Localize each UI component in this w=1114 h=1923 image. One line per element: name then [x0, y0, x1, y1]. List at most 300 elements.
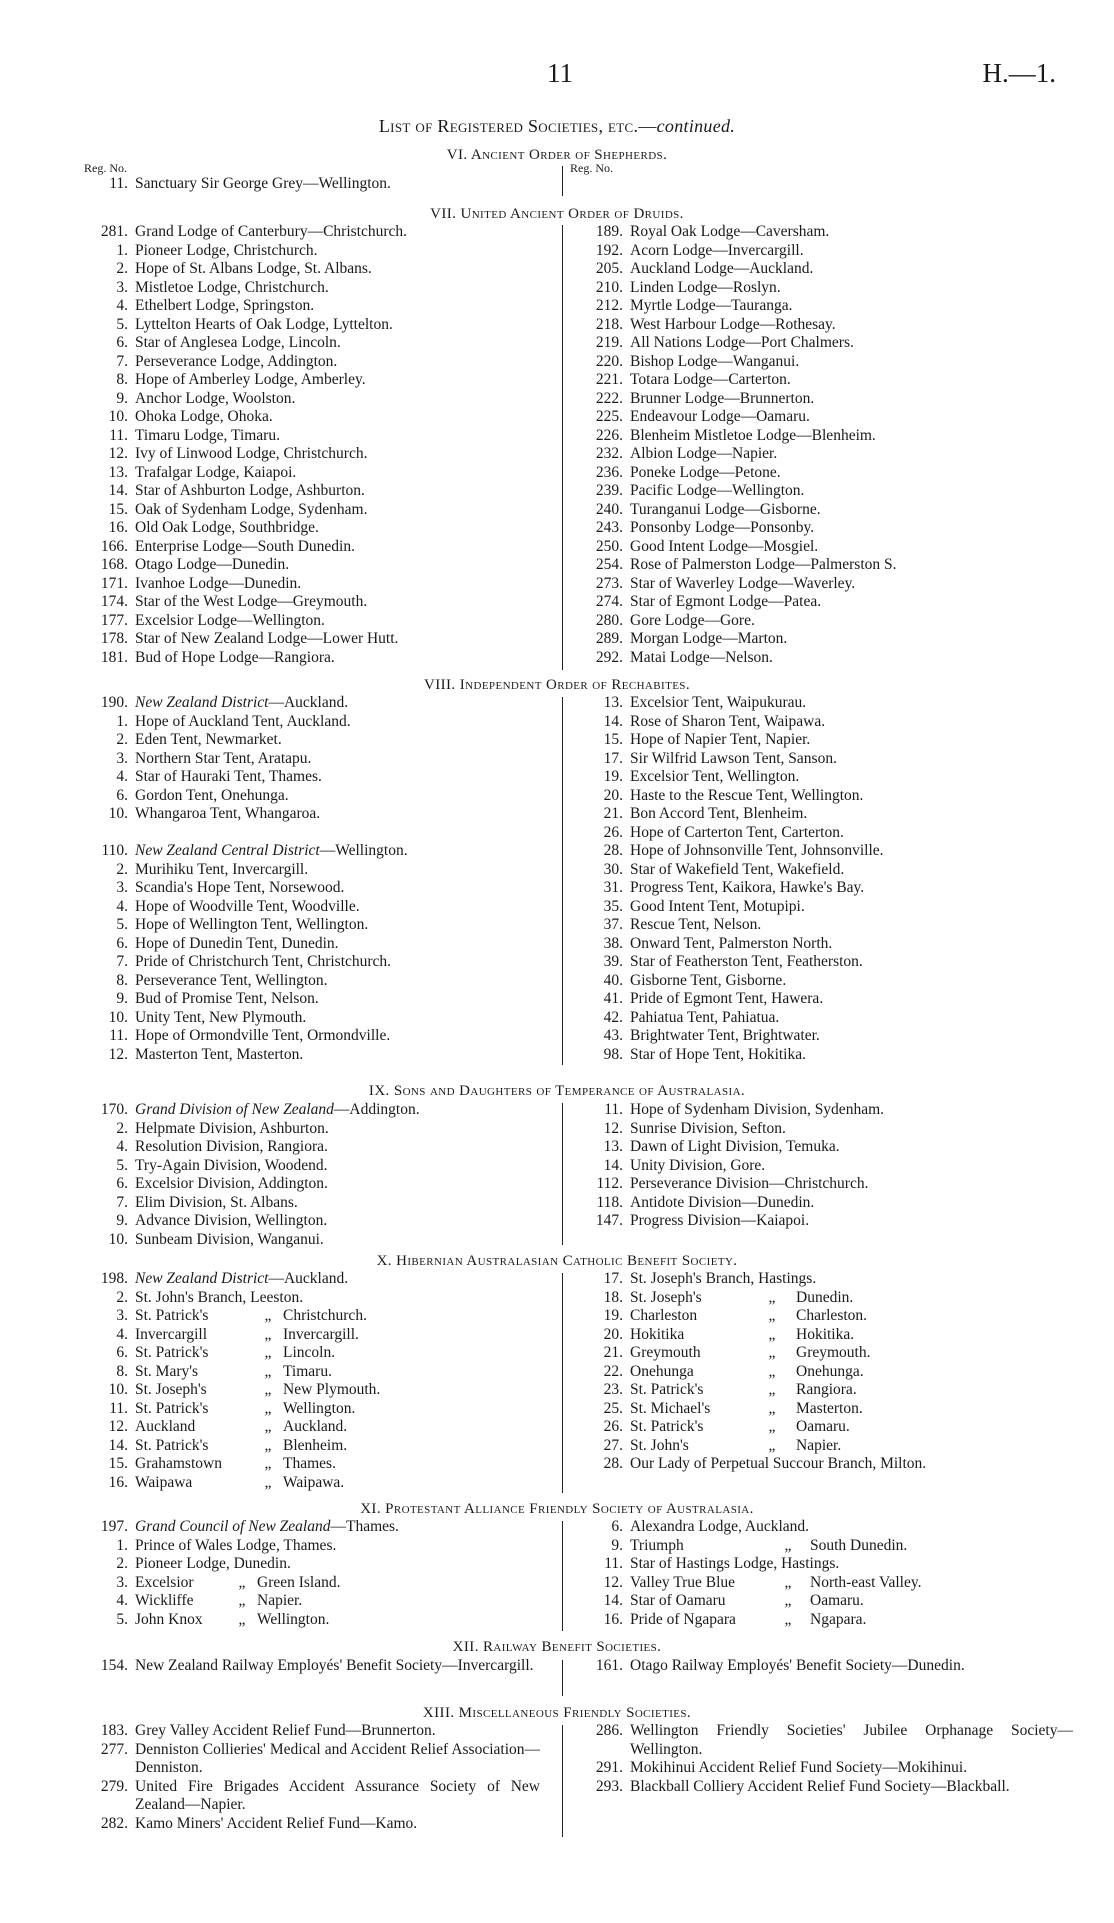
- section-xi-left-list: [78, 1574, 540, 1630]
- reg-number: 14.: [603, 1156, 623, 1174]
- society-name: Star of Wakefield Tent, Wakefield.: [630, 860, 845, 878]
- branch-name: Triumph: [630, 1536, 684, 1554]
- branch-name: St. Patrick's: [135, 1399, 209, 1417]
- society-name: Old Oak Lodge, Southbridge.: [135, 519, 319, 536]
- reg-number: 22.: [603, 1362, 623, 1380]
- reg-number: 14.: [108, 1436, 128, 1454]
- society-name: Mokihinui Accident Relief Fund Society—Mokihinui.: [630, 1759, 968, 1776]
- reg-number: 168.: [100, 556, 128, 573]
- list-item: [573, 223, 1073, 242]
- reg-number: 250.: [595, 537, 623, 555]
- section-heading-xiii: XIII. Miscellaneous Friendly Societies.: [422, 1705, 692, 1721]
- branch-place: Thames.: [283, 1455, 336, 1472]
- society-name: Progress Division—Kaiapoi.: [630, 1212, 810, 1229]
- reg-number: 13.: [603, 1138, 623, 1155]
- society-name: West Harbour Lodge—Rothesay.: [630, 315, 836, 333]
- list-item: [78, 1400, 540, 1419]
- branch-name: Auckland: [135, 1418, 196, 1435]
- branch-name: Grahamstown: [135, 1455, 222, 1472]
- district-place: —Wellington.: [319, 842, 408, 859]
- society-name: Helpmate Division, Ashburton.: [135, 1119, 329, 1137]
- branch-place: Greymouth.: [796, 1344, 871, 1361]
- branch-place: Oamaru.: [810, 1592, 864, 1609]
- society-name: Linden Lodge—Roslyn.: [630, 278, 781, 296]
- section-x-left-list: [78, 1307, 540, 1492]
- district-name: New Zealand Central District: [135, 842, 320, 859]
- reg-number: 178.: [100, 630, 128, 647]
- reg-number: 4.: [116, 1325, 128, 1343]
- reg-number: 7.: [116, 953, 128, 970]
- section-heading-xi: XI. Protestant Alliance Friendly Society of Australasia.: [360, 1501, 754, 1517]
- reg-number: 38.: [603, 934, 623, 952]
- list-item: [78, 1722, 540, 1741]
- society-name: Excelsior Tent, Wellington.: [630, 768, 800, 785]
- list-item: [78, 1592, 540, 1611]
- list-item: [78, 538, 540, 557]
- list-item: [78, 1138, 540, 1157]
- society-name: Our Lady of Perpetual Succour Branch, Milton.: [630, 1455, 927, 1472]
- list-item: [573, 990, 1073, 1009]
- list-item: [78, 805, 540, 824]
- list-item: [573, 297, 1073, 316]
- reg-number: 26.: [603, 1418, 623, 1435]
- society-name: Prince of Wales Lodge, Thames.: [135, 1536, 337, 1554]
- reg-number: 30.: [603, 860, 623, 878]
- division-name: Grand Division of New Zealand: [135, 1101, 334, 1118]
- column-divider: [562, 1725, 563, 1837]
- page-title-continued: continued.: [656, 116, 736, 136]
- reg-number: 14.: [108, 482, 128, 499]
- branch-name: St. Patrick's: [135, 1307, 209, 1324]
- reg-number: 16.: [108, 519, 128, 536]
- list-item: [78, 353, 540, 372]
- list-item: [573, 519, 1073, 538]
- list-item: [78, 935, 540, 954]
- reg-number: 210.: [595, 278, 623, 296]
- society-name: Hope of Wellington Tent, Wellington.: [135, 916, 369, 933]
- list-item: [78, 1574, 540, 1593]
- list-item: [573, 750, 1073, 769]
- reg-number: 289.: [595, 630, 623, 647]
- list-item: [78, 861, 540, 880]
- reg-number: 212.: [595, 297, 623, 314]
- society-name: Perseverance Tent, Wellington.: [135, 971, 328, 989]
- list-item: [78, 649, 540, 668]
- society-name: Gisborne Tent, Gisborne.: [630, 971, 787, 989]
- list-item: [78, 1270, 540, 1289]
- society-name: Bishop Lodge—Wanganui.: [630, 352, 800, 370]
- list-item: [78, 501, 540, 520]
- list-item: [78, 427, 540, 446]
- reg-number: 174.: [100, 593, 128, 610]
- branch-place: Green Island.: [257, 1573, 341, 1591]
- reg-number: 218.: [595, 315, 623, 333]
- list-item: [573, 1326, 1073, 1345]
- reg-number: 20.: [603, 1325, 623, 1343]
- list-item: [78, 1657, 540, 1676]
- reg-number: 11.: [109, 426, 128, 444]
- reg-number: 1.: [116, 241, 128, 259]
- branch-name: St. Joseph's: [135, 1381, 207, 1398]
- ditto-mark: „: [264, 1381, 272, 1398]
- reg-number: 286.: [595, 1722, 623, 1739]
- list-item: [78, 1194, 540, 1213]
- branch-place: North-east Valley.: [810, 1573, 922, 1591]
- list-item: [573, 464, 1073, 483]
- society-name: Star of Waverley Lodge—Waverley.: [630, 574, 856, 592]
- society-name: Sunrise Division, Sefton.: [630, 1119, 786, 1137]
- list-item: [573, 242, 1073, 261]
- society-name: Morgan Lodge—Marton.: [630, 630, 788, 647]
- reg-number: 16.: [108, 1473, 128, 1491]
- reg-number: 2.: [116, 1288, 128, 1306]
- section-x-left-2: [78, 1289, 540, 1308]
- branch-name: St. Patrick's: [135, 1344, 209, 1361]
- section-xi-right: [573, 1518, 1073, 1629]
- reg-number: 205.: [595, 260, 623, 277]
- list-item: [78, 1157, 540, 1176]
- reg-number: 8.: [116, 971, 128, 989]
- society-name: Good Intent Lodge—Mosgiel.: [630, 537, 819, 555]
- reg-number: 225.: [595, 408, 623, 425]
- reg-number: 181.: [100, 648, 128, 666]
- list-item: [78, 334, 540, 353]
- list-item: [573, 1381, 1073, 1400]
- society-name: St. John's Branch, Leeston.: [135, 1288, 304, 1306]
- list-item: [78, 1231, 540, 1250]
- branch-name: Star of Oamaru: [630, 1592, 726, 1609]
- reg-number: 170.: [100, 1101, 128, 1118]
- society-name: Star of the West Lodge—Greymouth.: [135, 593, 368, 610]
- society-name: Advance Division, Wellington.: [135, 1212, 328, 1229]
- section-vii-left: [78, 223, 540, 667]
- reg-number: 12.: [108, 1418, 128, 1435]
- reg-number: 12.: [108, 1045, 128, 1063]
- list-item: [78, 519, 540, 538]
- ditto-mark: „: [784, 1610, 792, 1628]
- section-ix-left-list: [78, 1120, 540, 1250]
- society-name: Excelsior Lodge—Wellington.: [135, 611, 325, 629]
- section-xi-left: [78, 1518, 540, 1629]
- branch-name: Wickliffe: [135, 1592, 194, 1609]
- list-item: [78, 612, 540, 631]
- ditto-mark: „: [238, 1610, 246, 1628]
- list-item: [78, 593, 540, 612]
- reg-number: 280.: [595, 611, 623, 629]
- society-name: Bud of Promise Tent, Nelson.: [135, 990, 319, 1007]
- branch-name: St. Michael's: [630, 1399, 711, 1417]
- reg-number: 9.: [116, 389, 128, 407]
- reg-number: 10.: [108, 408, 128, 425]
- branch-place: Waipawa.: [283, 1473, 345, 1491]
- list-item: [78, 1212, 540, 1231]
- list-item: [573, 713, 1073, 732]
- branch-name: St. Patrick's: [135, 1436, 209, 1454]
- reg-number: 6.: [116, 934, 128, 952]
- society-name: All Nations Lodge—Port Chalmers.: [630, 334, 854, 351]
- column-divider: [562, 697, 563, 1065]
- branch-place: Charleston.: [796, 1307, 868, 1324]
- branch-place: Christchurch.: [283, 1307, 367, 1324]
- branch-place: Auckland.: [283, 1418, 348, 1435]
- section-x-right-28: [573, 1455, 1073, 1474]
- ditto-mark: „: [768, 1436, 776, 1454]
- reg-number: 239.: [595, 482, 623, 499]
- society-name: Elim Division, St. Albans.: [135, 1193, 298, 1211]
- list-item: [78, 371, 540, 390]
- list-item: [573, 260, 1073, 279]
- society-name: Pacific Lodge—Wellington.: [630, 482, 805, 499]
- list-item: [78, 482, 540, 501]
- ditto-mark: „: [768, 1307, 776, 1324]
- branch-place: Masterton.: [796, 1399, 863, 1417]
- society-name: Pioneer Lodge, Christchurch.: [135, 241, 318, 259]
- society-name: Hope of Woodville Tent, Woodville.: [135, 897, 360, 915]
- list-item: [78, 713, 540, 732]
- list-item: [573, 649, 1073, 668]
- reg-number: 198.: [100, 1270, 128, 1287]
- section-xi-right-9: [573, 1537, 1073, 1556]
- list-item: [78, 1455, 540, 1474]
- list-item: [78, 630, 540, 649]
- section-vi-left: [78, 175, 540, 194]
- society-name: Scandia's Hope Tent, Norsewood.: [135, 879, 345, 896]
- reg-number: 4.: [116, 897, 128, 915]
- society-name: Ethelbert Lodge, Springston.: [135, 297, 315, 314]
- section-vii-right: [573, 223, 1073, 667]
- list-item: [573, 1027, 1073, 1046]
- society-name: Unity Division, Gore.: [630, 1156, 766, 1174]
- society-name: Mistletoe Lodge, Christchurch.: [135, 278, 329, 296]
- reg-number: 5.: [116, 1610, 128, 1628]
- list-item: [78, 279, 540, 298]
- reg-number: 291.: [595, 1759, 623, 1776]
- list-item: [573, 1759, 1073, 1778]
- branch-name: Invercargill: [135, 1325, 208, 1343]
- society-name: Good Intent Tent, Motupipi.: [630, 897, 805, 915]
- list-item: [573, 408, 1073, 427]
- reg-number: 27.: [603, 1436, 623, 1454]
- reg-number: 10.: [108, 1381, 128, 1398]
- society-name: Star of Hope Tent, Hokitika.: [630, 1045, 806, 1063]
- reg-number: 171.: [100, 574, 128, 592]
- reg-number: 232.: [595, 445, 623, 462]
- branch-place: Dunedin.: [796, 1288, 854, 1306]
- reg-number: 14.: [603, 1592, 623, 1609]
- society-name: Star of Hauraki Tent, Thames.: [135, 768, 322, 785]
- ditto-mark: „: [768, 1362, 776, 1380]
- list-item: [573, 1518, 1073, 1537]
- page-title: [0, 116, 1114, 137]
- reg-number: 11.: [604, 1101, 623, 1118]
- list-item: [573, 279, 1073, 298]
- society-name: Auckland Lodge—Auckland.: [630, 260, 814, 277]
- reg-number: 6.: [116, 786, 128, 804]
- society-name: Rose of Sharon Tent, Waipawa.: [630, 712, 826, 730]
- reg-number: 12.: [603, 1119, 623, 1137]
- reg-number: 31.: [603, 879, 623, 896]
- list-item: [573, 390, 1073, 409]
- list-item: [78, 1344, 540, 1363]
- society-name: Enterprise Lodge—South Dunedin.: [135, 537, 355, 555]
- list-item: [78, 1101, 540, 1120]
- reg-number: 20.: [603, 786, 623, 804]
- reg-number: 10.: [108, 1230, 128, 1248]
- branch-place: South Dunedin.: [810, 1536, 908, 1554]
- list-item: [573, 1555, 1073, 1574]
- list-item: [78, 1381, 540, 1400]
- list-item: [78, 1027, 540, 1046]
- reg-number: 15.: [108, 500, 128, 518]
- list-item: [78, 175, 540, 194]
- society-name: Lyttelton Hearts of Oak Lodge, Lyttelton.: [135, 315, 393, 333]
- reg-number: 292.: [595, 648, 623, 666]
- branch-place: Lincoln.: [283, 1344, 336, 1361]
- section-x-right: [573, 1270, 1073, 1474]
- section-x-right-list: [573, 1289, 1073, 1456]
- society-name: Whangaroa Tent, Whangaroa.: [135, 805, 321, 822]
- reg-number: 226.: [595, 426, 623, 444]
- list-item: [573, 1363, 1073, 1382]
- society-name: Star of New Zealand Lodge—Lower Hutt.: [135, 630, 399, 647]
- branch-name: Valley True Blue: [630, 1573, 736, 1591]
- list-item: [78, 842, 540, 861]
- list-item: [78, 879, 540, 898]
- society-name: Excelsior Division, Addington.: [135, 1175, 328, 1192]
- list-item: [78, 1289, 540, 1308]
- reg-number: 35.: [603, 897, 623, 915]
- section-xi-left-2: [78, 1555, 540, 1574]
- society-name: Murihiku Tent, Invercargill.: [135, 860, 309, 878]
- list-item: [573, 1101, 1073, 1120]
- reg-number: 2.: [116, 260, 128, 277]
- branch-place: Hokitika.: [796, 1325, 855, 1343]
- list-item: [78, 787, 540, 806]
- ditto-mark: „: [768, 1399, 776, 1417]
- list-item: [78, 1474, 540, 1493]
- district-name: New Zealand District: [135, 1270, 269, 1287]
- society-name: Hope of Johnsonville Tent, Johnsonville.: [630, 842, 884, 859]
- society-name: Hope of Dunedin Tent, Dunedin.: [135, 934, 339, 952]
- list-item: [573, 1270, 1073, 1289]
- society-name: New Zealand Railway Employés' Benefit Society—Invercargill.: [135, 1657, 534, 1674]
- column-divider: [562, 1521, 563, 1631]
- reg-number: 21.: [603, 1344, 623, 1361]
- reg-no-label-right: Reg. No.: [570, 161, 613, 175]
- reg-number: 189.: [595, 223, 623, 240]
- reg-number: 293.: [595, 1777, 623, 1795]
- list-item: [78, 768, 540, 787]
- list-item: [78, 898, 540, 917]
- list-item: [78, 1307, 540, 1326]
- list-item: [78, 731, 540, 750]
- reg-number: 273.: [595, 574, 623, 592]
- list-item: [573, 916, 1073, 935]
- society-name: Otago Lodge—Dunedin.: [135, 556, 290, 573]
- reg-number: 1.: [116, 712, 128, 730]
- list-item: [573, 538, 1073, 557]
- branch-place: Wellington.: [283, 1399, 356, 1417]
- list-item: [573, 1175, 1073, 1194]
- reg-number: 118.: [596, 1193, 623, 1211]
- list-item: [573, 353, 1073, 372]
- reg-number: 98.: [603, 1045, 623, 1063]
- reg-number: 18.: [603, 1288, 623, 1306]
- reg-number: 11.: [109, 175, 128, 192]
- section-xi-left-1: [78, 1537, 540, 1556]
- reg-number: 3.: [116, 879, 128, 896]
- list-item: [78, 1120, 540, 1139]
- reg-number: 9.: [116, 1212, 128, 1229]
- document-code: H.—1.: [982, 58, 1056, 88]
- reg-number: 281.: [100, 223, 128, 240]
- list-item: [573, 935, 1073, 954]
- reg-number: 279.: [100, 1777, 128, 1795]
- list-item: [573, 1437, 1073, 1456]
- society-name: Haste to the Rescue Tent, Wellington.: [630, 786, 864, 804]
- society-name: Hope of St. Albans Lodge, St. Albans.: [135, 260, 372, 277]
- society-name: Resolution Division, Rangiora.: [135, 1138, 328, 1155]
- page-number: 11: [547, 58, 573, 88]
- society-name: Blackball Colliery Accident Relief Fund Society—Blackball.: [630, 1777, 1010, 1795]
- reg-number: 2.: [116, 731, 128, 748]
- reg-number: 282.: [100, 1814, 128, 1832]
- district-place: —Auckland.: [268, 1270, 349, 1287]
- society-name: Hope of Napier Tent, Napier.: [630, 731, 811, 748]
- reg-number: 43.: [603, 1027, 623, 1044]
- reg-number: 154.: [100, 1657, 128, 1674]
- column-divider: [562, 1273, 563, 1493]
- reg-number: 28.: [603, 1455, 623, 1472]
- list-item: [573, 1120, 1073, 1139]
- society-name: Oak of Sydenham Lodge, Sydenham.: [135, 500, 368, 518]
- reg-number: 236.: [595, 463, 623, 481]
- reg-number: 219.: [595, 334, 623, 351]
- reg-number: 7.: [116, 352, 128, 370]
- list-item: [573, 575, 1073, 594]
- reg-number: 1.: [116, 1536, 128, 1554]
- list-item: [573, 1400, 1073, 1419]
- society-name: United Fire Brigades Accident Assurance Society of New Zealand—Napier.: [135, 1777, 540, 1813]
- section-viii-left-b: [78, 861, 540, 1065]
- section-heading-ix: IX. Sons and Daughters of Temperance of Australasia.: [368, 1083, 746, 1099]
- society-name: Sunbeam Division, Wanganui.: [135, 1230, 324, 1248]
- branch-place: Rangiora.: [796, 1381, 857, 1398]
- section-viii-left: [78, 694, 540, 1064]
- list-item: [573, 731, 1073, 750]
- society-name: Star of Hastings Lodge, Hastings.: [630, 1555, 840, 1572]
- section-ix-right: [573, 1101, 1073, 1231]
- reg-number: 192.: [595, 241, 623, 259]
- list-item: [78, 1518, 540, 1537]
- list-item: [78, 1175, 540, 1194]
- branch-name: St. Patrick's: [630, 1381, 704, 1398]
- reg-number: 21.: [603, 805, 623, 822]
- list-item: [78, 223, 540, 242]
- ditto-mark: „: [264, 1436, 272, 1454]
- list-item: [573, 1307, 1073, 1326]
- reg-number: 3.: [116, 1307, 128, 1324]
- society-name: Sanctuary Sir George Grey—Wellington.: [135, 175, 391, 192]
- society-name: Brightwater Tent, Brightwater.: [630, 1027, 820, 1044]
- list-item: [78, 972, 540, 991]
- ditto-mark: „: [768, 1288, 776, 1306]
- reg-number: 9.: [116, 990, 128, 1007]
- society-name: Bud of Hope Lodge—Rangiora.: [135, 648, 335, 666]
- list-item: [573, 694, 1073, 713]
- society-name: Perseverance Division—Christchurch.: [630, 1175, 869, 1192]
- reg-number: 6.: [116, 1175, 128, 1192]
